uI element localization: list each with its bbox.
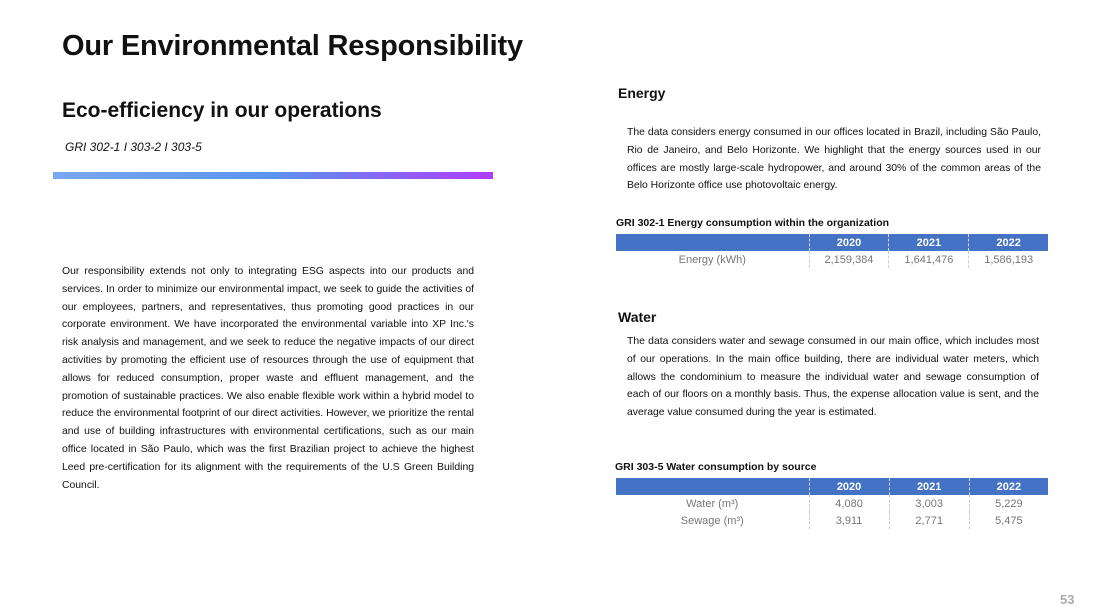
water-table bbox=[616, 478, 1048, 529]
energy-paragraph: The data considers energy consumed in our offices located in Brazil, including São Paulo, Rio de Janeiro, and Belo Horizonte. We highlight that the energy sources used in our offices are mostly large-scale hydropower, and around 30% of the common areas of the Belo Horizonte office use photovoltaic energy. bbox=[627, 127, 1041, 192]
energy-table-title: GRI 302-1 Energy consumption within the organization bbox=[616, 217, 890, 229]
page-title: Our Environmental Responsibility bbox=[62, 30, 523, 62]
section-subtitle: Eco-efficiency in our operations bbox=[62, 99, 382, 122]
energy-heading: Energy bbox=[618, 85, 666, 101]
water-paragraph: The data considers water and sewage consumed in our main office, which includes most of our operations. In the main office building, there are individual water meters, which allows the condominium to measure the individual water and sewage consumption of each of our floors on a monthly basis. Thus, the expense allocation value is sent, and the average value consumed during the year is estimated. bbox=[627, 336, 1039, 419]
table-header-row: 2020 2021 2022 bbox=[616, 234, 1048, 251]
water-table-title: GRI 303-5 Water consumption by source bbox=[615, 461, 817, 473]
energy-table bbox=[616, 234, 1048, 268]
page-number: 53 bbox=[1060, 592, 1075, 607]
intro-paragraph: Our responsibility extends not only to integrating ESG aspects into our products and services. In order to minimize our environmental impact, we seek to guide the activities of our employees, partners, and representatives, thus promoting good practices in our corporate environment. We have incorporated the environmental variable into XP Inc.'s risk analysis and management, and we seek to reduce the negative impacts of our direct activities by promoting the efficient use of resources through the use of equipment that allows for reduced consumption, proper waste and effluent management, and the promotion of sustainable practices. We also enable flexible work within a hybrid model to reduce the environmental footprint of our direct activities. However, we prioritize the rental and use of building infrastructures with environmental certifications, such as our main office located in São Paulo, which was the first Brazilian project to achieve the highest Leed pre-certification for its alignment with the requirements of the U.S Green Building Council. bbox=[62, 266, 474, 491]
table-header-row: 2020 2021 2022 bbox=[616, 478, 1048, 495]
table-row: Sewage (m³) 3,911 2,771 5,475 bbox=[616, 512, 1048, 529]
table-row: Energy (kWh) 2,159,384 1,641,476 1,586,193 bbox=[616, 251, 1048, 268]
gradient-divider bbox=[53, 172, 493, 179]
water-heading: Water bbox=[618, 309, 657, 325]
gri-references: GRI 302-1 I 303-2 I 303-5 bbox=[65, 140, 202, 154]
table-row: Water (m³) 4,080 3,003 5,229 bbox=[616, 495, 1048, 512]
